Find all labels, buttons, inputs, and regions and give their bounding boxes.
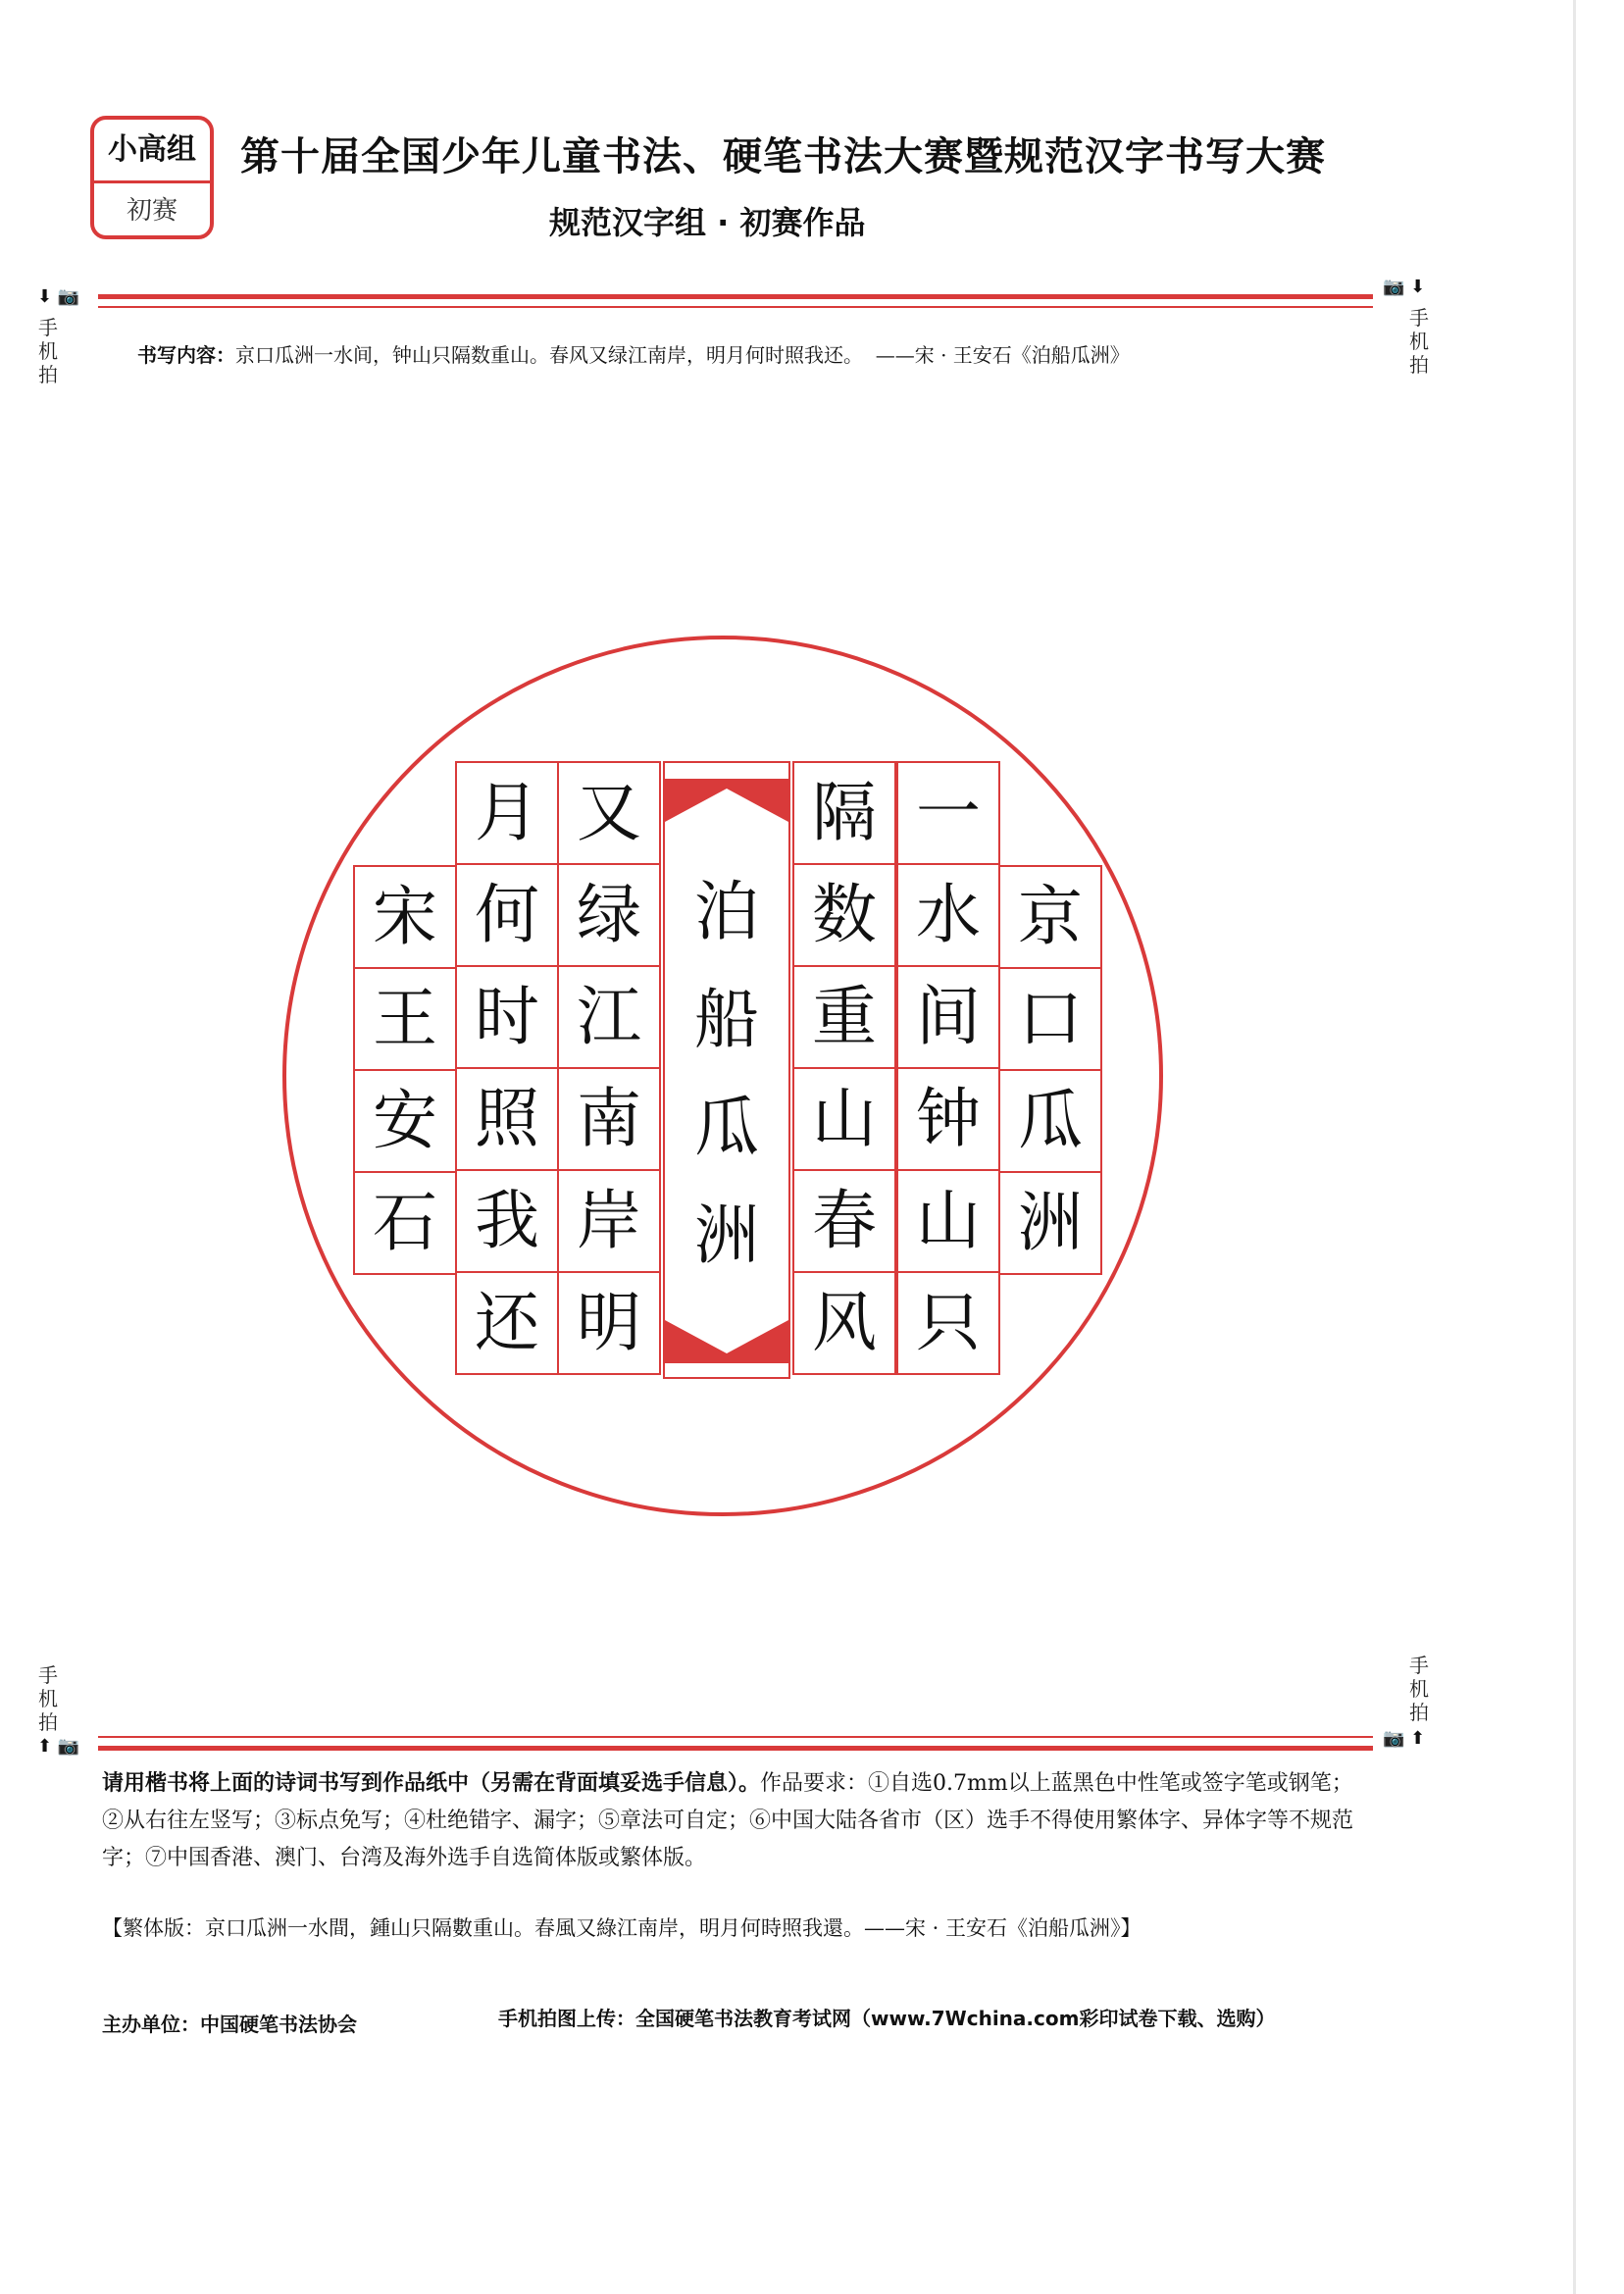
phone-photo-label-left-bottom: 手机拍 [38, 1663, 58, 1734]
title-top-bracket [665, 779, 788, 822]
grid-cell: 只 [896, 1271, 1000, 1375]
traditional-version: 【繁体版：京口瓜洲一水間，鍾山只隔數重山。春風又綠江南岸，明月何時照我還。——宋 · 王安石《泊船瓜洲》】 [102, 1916, 1142, 1940]
camera-mark-bottom-right [1383, 1728, 1425, 1749]
grid-cell: 数 [792, 863, 896, 967]
grid-cell: 时 [455, 965, 559, 1069]
grid-cell: 一 [896, 761, 1000, 865]
camera-mark-top-right [1383, 277, 1425, 297]
page-subtitle: 规范汉字组 · 初赛作品 [549, 204, 866, 241]
organizer: 主办单位：中国硬笔书法协会 [102, 2013, 357, 2036]
phone-photo-label-left-top: 手机拍 [38, 316, 58, 386]
camera-icon: 📷 [1383, 1728, 1405, 1749]
phone-photo-label-right-top: 手机拍 [1409, 306, 1429, 377]
instructions-requirements: 作品要求：①自选0.7mm以上蓝黑色中性笔或签字笔或钢笔；②从右往左竖写；③标点免写；④杜绝错字、漏字；⑤章法可自定；⑥中国大陆各省市（区）选手不得使用繁体字、异体字等不规范字；⑦中国香港、澳门、台湾及海外选手自选简体版或繁体版。 [102, 1771, 1354, 1870]
grid-cell: 瓜 [998, 1069, 1102, 1173]
grid-cell: 岸 [557, 1169, 661, 1273]
title-char: 瓜 [694, 1090, 759, 1165]
instructions [102, 1765, 1357, 1877]
camera-mark-bottom-left [37, 1736, 79, 1757]
arrow-down-icon: ⬇ [37, 286, 53, 307]
grid-cell: 绿 [557, 863, 661, 967]
grid-cell: 安 [353, 1069, 457, 1173]
bottom-rule-thin [98, 1736, 1373, 1738]
arrow-up-icon: ⬆ [37, 1736, 53, 1757]
grid-cell: 水 [896, 863, 1000, 967]
title-char: 泊 [694, 874, 759, 949]
title-char: 船 [694, 982, 759, 1057]
grid-cell: 洲 [998, 1171, 1102, 1275]
grid-cell: 我 [455, 1169, 559, 1273]
grid-cell: 隔 [792, 761, 896, 865]
grid-cell: 山 [896, 1169, 1000, 1273]
badge-round-label: 初赛 [126, 196, 178, 226]
upload-info: 手机拍图上传：全国硬笔书法教育考试网（www.7Wchina.com彩印试卷下载、选购） [498, 2007, 1276, 2030]
badge-group-label: 小高组 [94, 120, 210, 183]
grid-cell: 春 [792, 1169, 896, 1273]
writing-content-text: 京口瓜洲一水间，钟山只隔数重山。春风又绿江南岸，明月何时照我还。 [235, 343, 863, 367]
grid-cell: 王 [353, 967, 457, 1071]
grid-cell: 宋 [353, 865, 457, 969]
camera-icon: 📷 [57, 286, 80, 307]
grid-cell: 江 [557, 965, 661, 1069]
camera-icon: 📷 [1383, 277, 1405, 297]
grid-cell: 又 [557, 761, 661, 865]
arrow-down-icon: ⬇ [1410, 277, 1426, 297]
bottom-rule-thick [98, 1746, 1373, 1751]
poem-title-column [663, 761, 790, 1379]
camera-icon: 📷 [57, 1736, 80, 1757]
grid-cell: 月 [455, 761, 559, 865]
title-char: 洲 [694, 1198, 759, 1273]
writing-content [137, 339, 1393, 368]
grid-cell: 石 [353, 1171, 457, 1275]
grid-cell: 照 [455, 1067, 559, 1171]
writing-content-label: 书写内容： [137, 343, 235, 367]
grid-cell: 明 [557, 1271, 661, 1375]
grid-cell: 何 [455, 863, 559, 967]
writing-content-attribution: ——宋 · 王安石《泊船瓜洲》 [875, 343, 1130, 367]
grid-cell: 口 [998, 967, 1102, 1071]
phone-photo-label-right-bottom: 手机拍 [1409, 1654, 1429, 1724]
top-rule-thin [98, 306, 1373, 308]
grid-cell: 还 [455, 1271, 559, 1375]
grid-cell: 风 [792, 1271, 896, 1375]
grid-cell: 山 [792, 1067, 896, 1171]
grid-cell: 南 [557, 1067, 661, 1171]
title-bottom-bracket [665, 1320, 788, 1363]
scan-edge [1573, 0, 1576, 2294]
grid-cell: 重 [792, 965, 896, 1069]
arrow-up-icon: ⬆ [1410, 1728, 1426, 1749]
grid-cell: 京 [998, 865, 1102, 969]
camera-mark-top-left [37, 286, 79, 307]
group-badge [90, 116, 214, 239]
top-rule-thick [98, 294, 1373, 299]
page-title: 第十届全国少年儿童书法、硬笔书法大赛暨规范汉字书写大赛 [240, 134, 1326, 179]
grid-cell: 间 [896, 965, 1000, 1069]
grid-cell: 钟 [896, 1067, 1000, 1171]
instructions-lead: 请用楷书将上面的诗词书写到作品纸中（另需在背面填妥选手信息）。 [102, 1771, 761, 1796]
